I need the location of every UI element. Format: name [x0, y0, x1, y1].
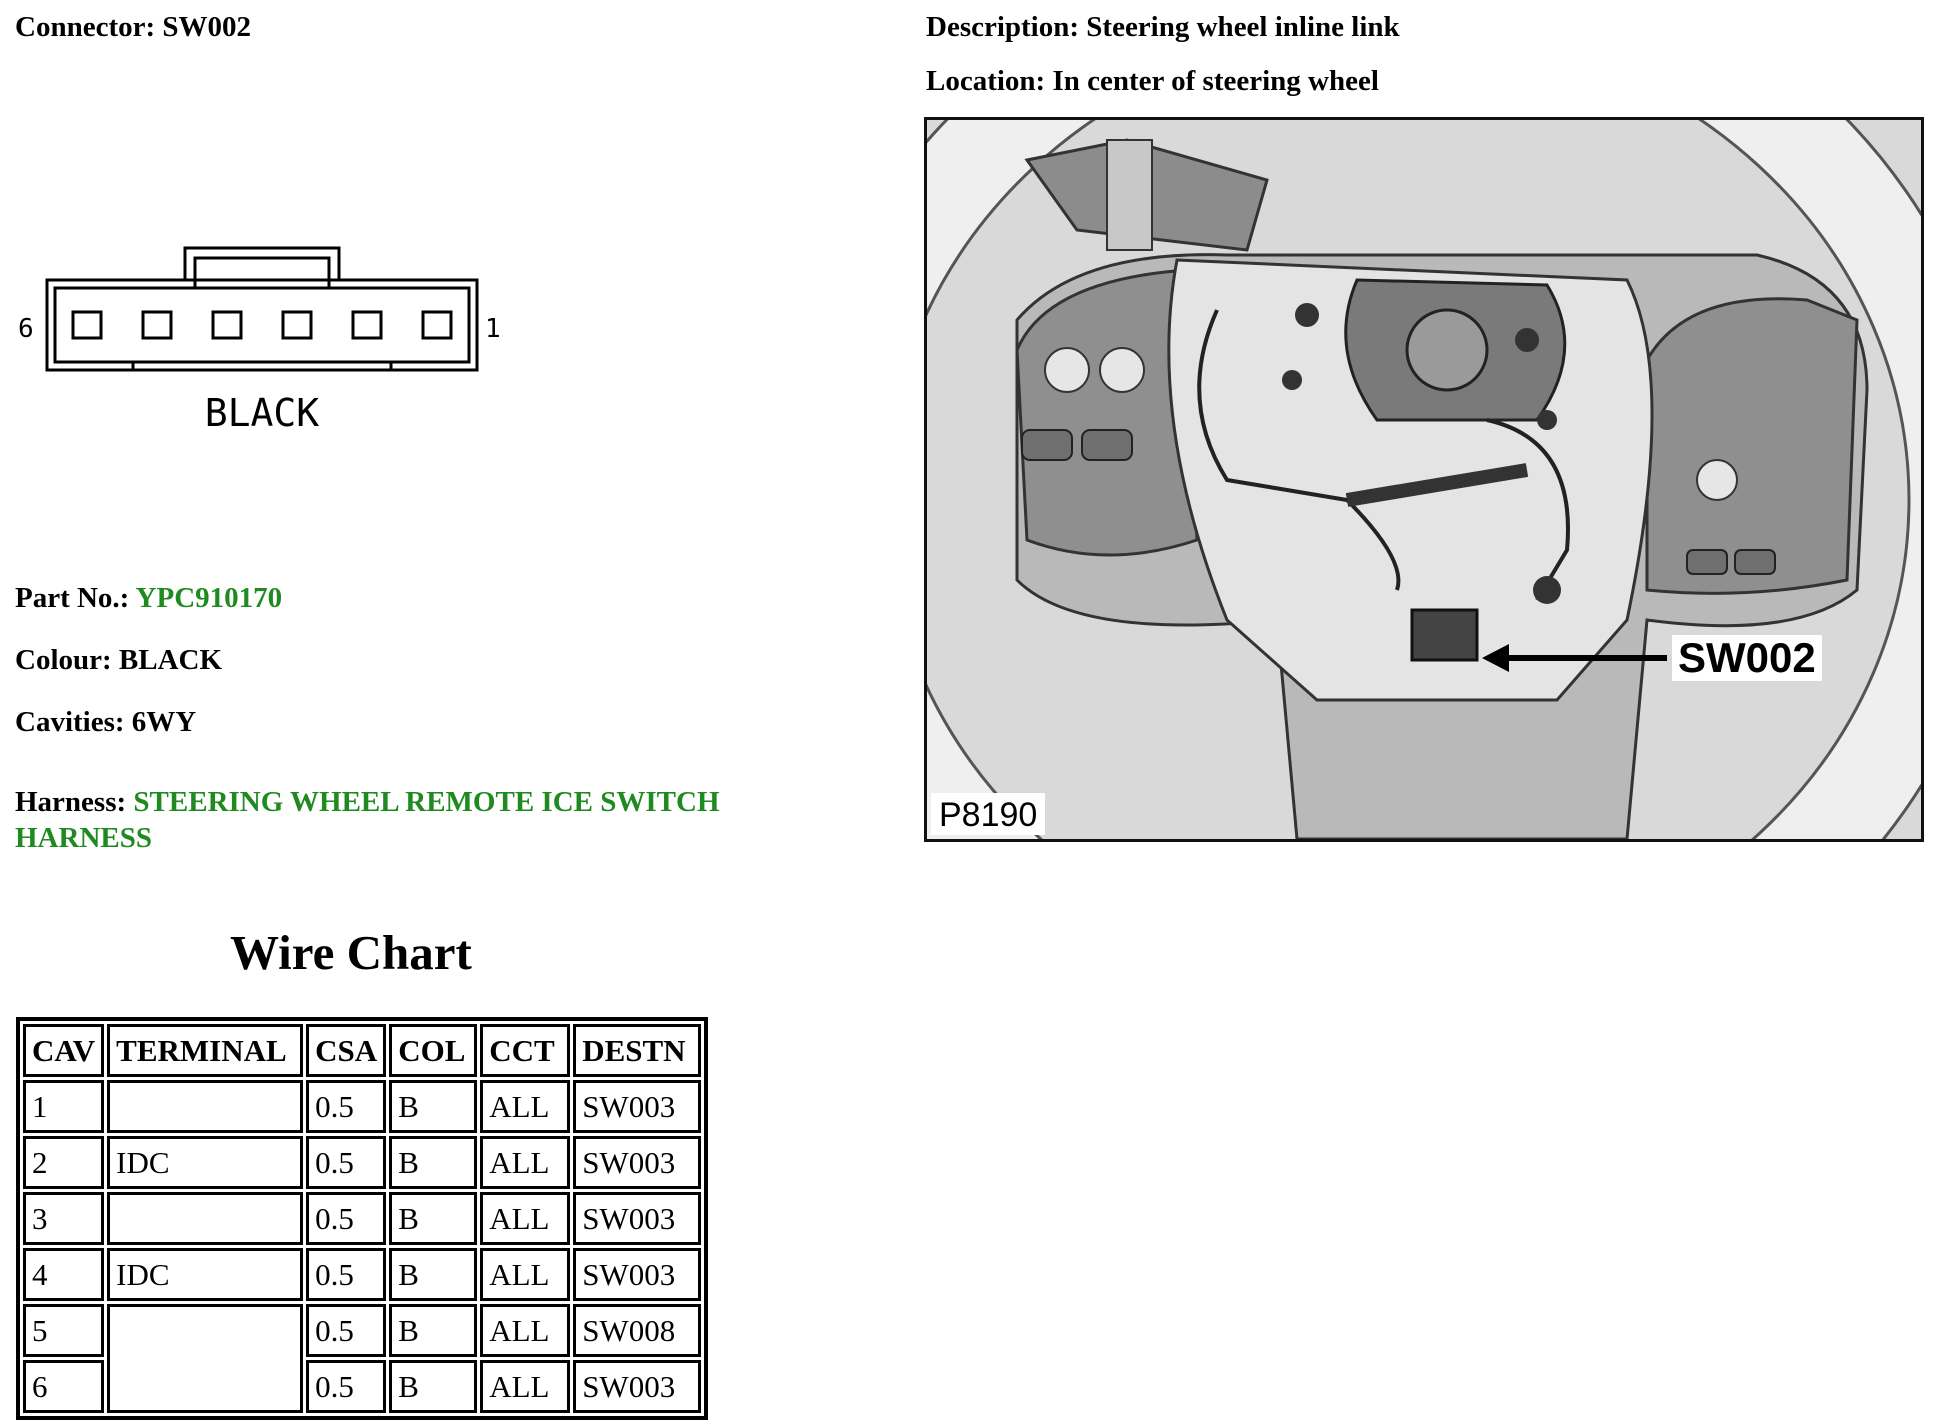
cell-terminal: IDC: [107, 1136, 303, 1189]
cavities-label: Cavities:: [15, 706, 125, 738]
connector-outer-shell: [47, 280, 477, 370]
cavity-3: [283, 312, 311, 338]
harness-label: Harness:: [15, 786, 127, 818]
table-header-row: [23, 1024, 701, 1077]
cell-destn: SW003: [573, 1136, 701, 1189]
wire-chart-title: Wire Chart: [230, 925, 472, 980]
description-value: Steering wheel inline link: [1086, 11, 1400, 43]
cell-cav: 2: [23, 1136, 104, 1189]
cavity-2: [353, 312, 381, 338]
cavity-1: [423, 312, 451, 338]
column-header-col: COL: [389, 1024, 477, 1077]
cell-terminal: [107, 1080, 303, 1133]
connector-value: SW002: [162, 11, 252, 43]
cell-col: B: [389, 1192, 477, 1245]
location-photo: [924, 117, 1924, 842]
cell-cct: ALL: [480, 1248, 570, 1301]
cavity-6: [73, 312, 101, 338]
location-label: Location:: [926, 65, 1046, 97]
cell-csa: 0.5: [306, 1080, 386, 1133]
table-row: [23, 1080, 701, 1133]
cell-csa: 0.5: [306, 1136, 386, 1189]
sw002-connector-block: [1412, 610, 1477, 660]
cell-cct: ALL: [480, 1192, 570, 1245]
table-row: [23, 1248, 701, 1301]
cell-cav: 6: [23, 1360, 104, 1413]
cell-destn: SW008: [573, 1304, 701, 1357]
harness-line: [15, 784, 720, 856]
column-header-cav: CAV: [23, 1024, 104, 1077]
table-row: [23, 1304, 701, 1357]
column-header-cct: CCT: [480, 1024, 570, 1077]
colour-line: [15, 642, 222, 678]
part-number-value: YPC910170: [135, 582, 283, 614]
callout-label: SW002: [1672, 635, 1822, 681]
location-value: In center of steering wheel: [1052, 65, 1379, 97]
cavity-4: [213, 312, 241, 338]
table-row: [23, 1136, 701, 1189]
description-line: [926, 10, 1400, 44]
column-header-destn: DESTN: [573, 1024, 701, 1077]
cell-col: B: [389, 1248, 477, 1301]
table-row: [23, 1192, 701, 1245]
cavities-value: 6WY: [131, 706, 197, 738]
description-label: Description:: [926, 11, 1080, 43]
steering-wheel-illustration: [927, 120, 1921, 839]
cell-terminal: [107, 1304, 303, 1413]
cell-col: B: [389, 1080, 477, 1133]
figure-id-label: P8190: [931, 793, 1045, 835]
part-number-line: [15, 580, 282, 616]
cell-cav: 4: [23, 1248, 104, 1301]
cell-cct: ALL: [480, 1136, 570, 1189]
cell-col: B: [389, 1360, 477, 1413]
cell-cct: ALL: [480, 1080, 570, 1133]
connector-latch-inner: [195, 258, 329, 288]
cell-csa: 0.5: [306, 1192, 386, 1245]
connector-latch-outer: [185, 248, 339, 280]
cell-destn: SW003: [573, 1360, 701, 1413]
wire-chart-table: [16, 1017, 708, 1420]
cell-destn: SW003: [573, 1248, 701, 1301]
cell-destn: SW003: [573, 1192, 701, 1245]
cell-terminal: IDC: [107, 1248, 303, 1301]
cell-col: B: [389, 1136, 477, 1189]
location-line: [926, 64, 1379, 98]
part-number-label: Part No.:: [15, 582, 130, 614]
cell-cct: ALL: [480, 1360, 570, 1413]
column-header-terminal: TERMINAL: [107, 1024, 303, 1077]
cell-destn: SW003: [573, 1080, 701, 1133]
connector-line: [15, 10, 251, 44]
cell-col: B: [389, 1304, 477, 1357]
column-header-csa: CSA: [306, 1024, 386, 1077]
pin-right-label: 1: [485, 314, 501, 344]
cell-terminal: [107, 1192, 303, 1245]
connector-label: Connector:: [15, 11, 156, 43]
cell-csa: 0.5: [306, 1248, 386, 1301]
connector-inner-shell: [55, 288, 469, 362]
harness-value-line1: STEERING WHEEL REMOTE ICE SWITCH: [133, 786, 720, 818]
cell-cav: 3: [23, 1192, 104, 1245]
cell-csa: 0.5: [306, 1360, 386, 1413]
connector-face-diagram: [15, 230, 535, 450]
diagram-colour-label: BLACK: [204, 391, 320, 435]
cell-cav: 5: [23, 1304, 104, 1357]
cavity-5: [143, 312, 171, 338]
pin-left-label: 6: [18, 314, 34, 344]
colour-label: Colour:: [15, 644, 112, 676]
cell-cav: 1: [23, 1080, 104, 1133]
cell-csa: 0.5: [306, 1304, 386, 1357]
colour-value: BLACK: [118, 644, 223, 676]
cell-cct: ALL: [480, 1304, 570, 1357]
harness-value-line2: HARNESS: [15, 822, 152, 854]
cavities-line: [15, 704, 196, 740]
